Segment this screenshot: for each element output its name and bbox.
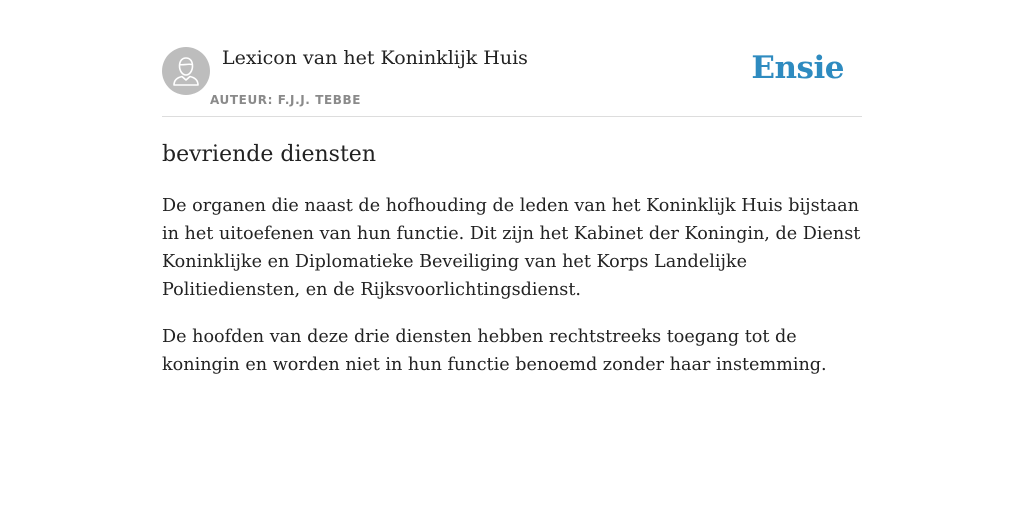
author-label: AUTEUR: F.J.J. TEBBE [210, 93, 362, 107]
source-title-link[interactable]: Lexicon van het Koninklijk Huis [222, 47, 528, 69]
entry-title: bevriende diensten [162, 142, 376, 167]
entry-header [162, 0, 862, 117]
entry-paragraph: De organen die naast de hofhouding de leden van het Koninklijk Huis bijstaan in het uitoefenen van hun functie. Dit zijn het Kabinet der Koningin, de Dienst Koninklijke en Diplomatieke Beveiliging van het Korps Landelijke Politiediensten, en de Rijksvoorlichtingsdienst. [162, 196, 861, 300]
ensie-logo[interactable]: Ensie [751, 50, 844, 86]
user-avatar-icon[interactable] [162, 47, 210, 95]
page-container [162, 0, 862, 375]
entry-body [162, 192, 862, 398]
entry-paragraph: De hoofden van deze drie diensten hebben rechtstreeks toegang tot de koningin en worden niet in hun functie benoemd zonder haar instemming. [162, 327, 827, 375]
